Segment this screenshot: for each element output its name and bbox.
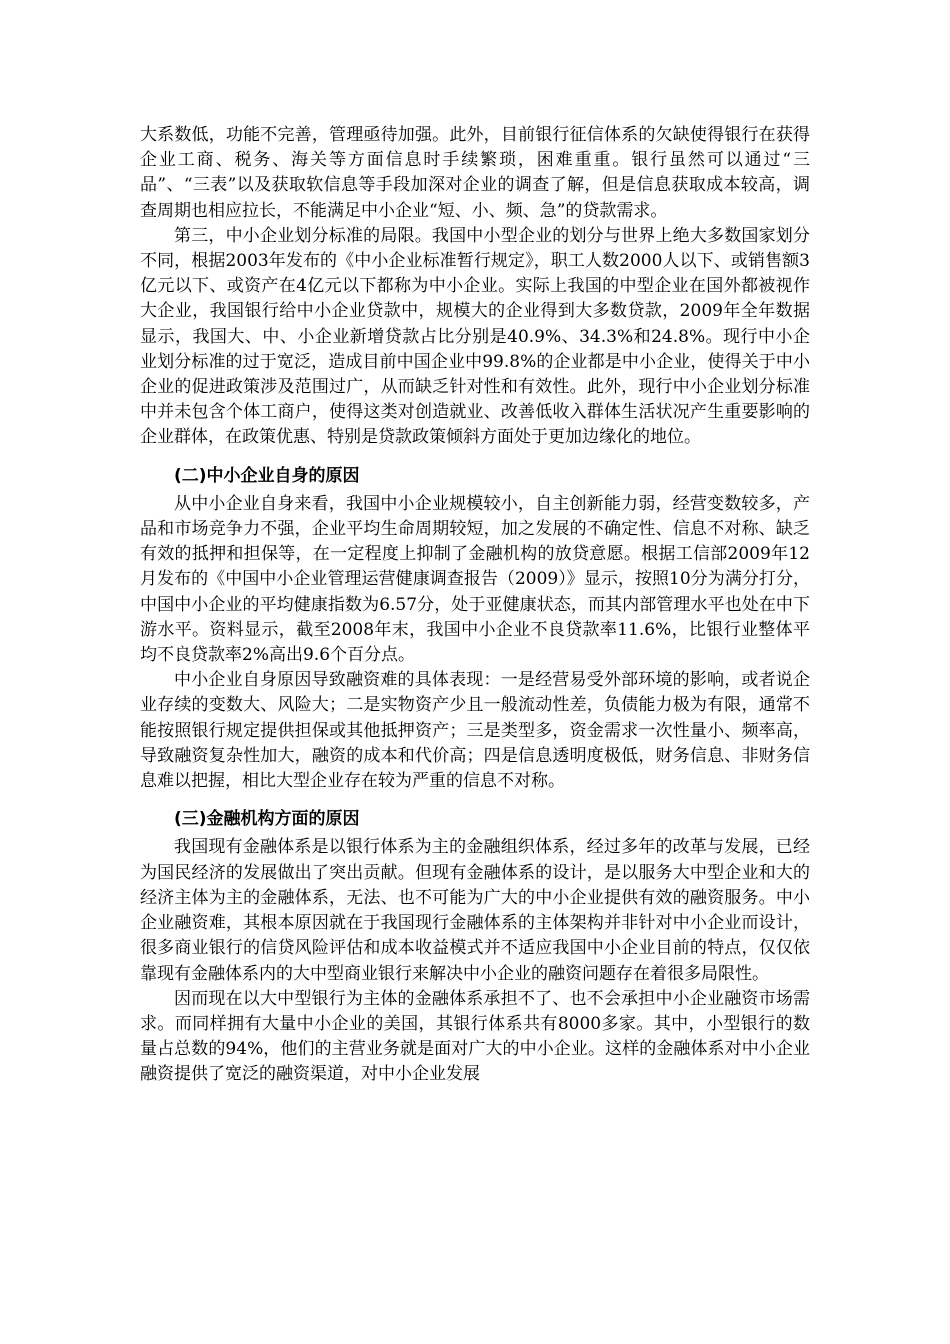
section-heading-financial-institutions: (三)金融机构方面的原因 xyxy=(174,809,360,830)
section-heading-enterprise-reasons: (二)中小企业自身的原因 xyxy=(174,465,360,486)
paragraph-financial-system: 我国现有金融体系是以银行体系为主的金融组织体系，经过多年的改革与发展，已经为国民经济的发展做出了突出贡献。但现有金融体系的设计，是以服务大中型企业和大的经济主体为主的金融体系，无法、也不可能为广大的中小企业提供有效的融资服务。中小企业融资难，其根本原因就在于我国现行金融体系的主体架构并非针对中小企业而设计，很多商业银行的信贷风险评估和成本收益模式并不适应我国中小企业目前的特点，仅仅依靠现有金融体系内的大中型商业银行来解决中小企业的融资问题存在着很多局限性。 xyxy=(140,837,810,984)
paragraph-credit-system: 大系数低，功能不完善，管理亟待加强。此外，目前银行征信体系的欠缺使得银行在获得企业工商、税务、海关等方面信息时手续繁琐，困难重重。银行虽然可以通过“三品”、“三表”以及获取软信息等手段加深对企业的调查了解，但是信息获取成本较高，调查周期也相应拉长，不能满足中小企业“短、小、频、急”的贷款需求。 xyxy=(140,125,810,221)
paragraph-classification-standard: 第三，中小企业划分标准的局限。我国中小型企业的划分与世界上绝大多数国家划分不同，根据2003年发布的《中小企业标准暂行规定》，职工人数2000人以下、或销售额3亿元以下、或资产在4亿元以下都称为中小企业。实际上我国的中型企业在国外都被视作大企业，我国银行给中小企业贷款中，规模大的企业得到大多数贷款，2009年全年数据显示，我国大、中、小企业新增贷款占比分别是40.9%、34.3%和24.8%。现行中小企业划分标准的过于宽泛，造成目前中国企业中99.8%的企业都是中小企业，使得关于中小企业的促进政策涉及范围过广，从而缺乏针对性和有效性。此外，现行中小企业划分标准中并未包含个体工商户，使得这类对创造就业、改善低收入群体生活状况产生重要影响的企业群体，在政策优惠、特别是贷款政策倾斜方面处于更加边缘化的地位。 xyxy=(140,225,810,448)
paragraph-enterprise-self: 从中小企业自身来看，我国中小企业规模较小，自主创新能力弱，经营变数较多，产品和市场竞争力不强，企业平均生命周期较短，加之发展的不确定性、信息不对称、缺乏有效的抵押和担保等，在一定程度上抑制了金融机构的放贷意愿。根据工信部2009年12月发布的《中国中小企业管理运营健康调查报告（2009）》显示，按照10分为满分打分，中国中小企业的平均健康指数为6.57分，处于亚健康状态，而其内部管理水平也处在中下游水平。资料显示，截至2008年末，我国中小企业不良贷款率11.6%，比银行业整体平均不良贷款率2%高出9.6个百分点。 xyxy=(140,493,810,666)
paragraph-financing-difficulty: 中小企业自身原因导致融资难的具体表现：一是经营易受外部环境的影响，或者说企业存续的变数大、风险大；二是实物资产少且一般流动性差，负债能力极为有限，通常不能按照银行规定提供担保或其他抵押资产；三是类型多，资金需求一次性量小、频率高，导致融资复杂性加大，融资的成本和代价高；四是信息透明度极低，财务信息、非财务信息难以把握，相比大型企业存在较为严重的信息不对称。 xyxy=(140,670,810,792)
document-page xyxy=(140,123,810,1088)
paragraph-us-comparison: 因而现在以大中型银行为主体的金融体系承担不了、也不会承担中小企业融资市场需求。而同样拥有大量中小企业的美国，其银行体系共有8000多家。其中，小型银行的数量占总数的94%，他们的主营业务就是面对广大的中小企业。这样的金融体系对中小企业融资提供了宽泛的融资渠道，对中小企业发展 xyxy=(140,988,810,1085)
